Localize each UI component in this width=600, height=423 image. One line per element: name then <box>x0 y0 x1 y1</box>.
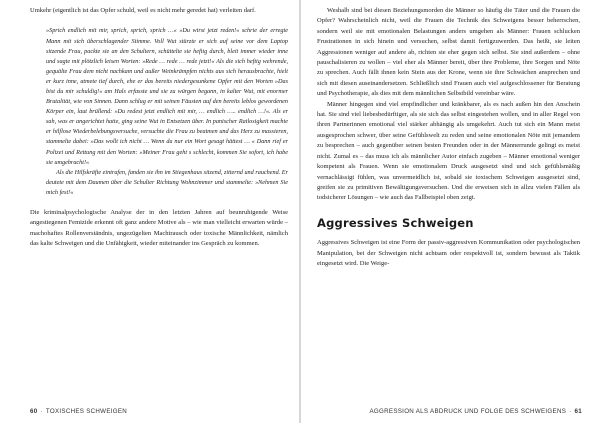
running-title-right: AGGRESSION ALS ABDRUCK UND FOLGE DES SCHWEIGENS <box>369 408 567 415</box>
right-paragraph-3: Aggressives Schweigen ist eine Form der passiv-aggressiven Kommunikation oder psychologischen Manipulation, bei der Schweigen nicht achtsam oder respektvoll ist, sondern bewusst als Taktik eingesetzt wird. Die Weige- <box>317 239 580 267</box>
running-title-left: TOXISCHES SCHWEIGEN <box>45 408 128 415</box>
case-quote <box>46 26 288 198</box>
section-heading: Aggressives Schweigen <box>317 215 474 230</box>
quote-paragraph-2: Als die Hilfskräfte eintrafen, fanden sie ihn im Stiegenhaus sitzend, zitternd und rauchend. Er deutete mit dem Daumen über die Schulter Richtung Wohnzimmer und stammelte: »Nehmen Sie mich fest!« <box>46 168 288 196</box>
analysis-paragraph: Die kriminalpsychologische Analyse der in den letzten Jahren auf beunruhigende Weise angestiegenen Femizide erkennt oft ganz andere Motive als – wie man vielleicht erwarten würde – machohaftes Rollenverständnis, ungezügelten Machtrausch oder toxische Männlichkeit, nämlich das kalte Schweigen und die Unfähigkeit, wieder miteinander ins Gespräch zu kommen. <box>30 209 288 248</box>
right-page-body <box>317 6 580 269</box>
page-number-right: 61 <box>574 408 582 415</box>
right-page <box>301 0 600 423</box>
quote-paragraph-1: »Sprich endlich mit mir, sprich, sprich, sprich …« »Du wirst jetzt reden!« schrie der erregte Mann mit sich überschlagender Stimme. Voll Wut stürzte er sich auf seine vor dem Laptop sitzende Frau, packte sie an den Schultern, schüttelte sie heftig durch, bleit immer wieder inne und sagte mit plötzlich leisen Worten: »Rede … rede … rede jetzt!« Als die sich heftig wehrende, gequälte Frau dem nicht nachkam und außer Weinkrämpfen nichts aus sich herausbrachte, hielt er kurz inne, atmete tief durch, ehe er das bereits niedergesunkene Opfer mit den Worten »Das bist du mir schuldig!« am Hals erfasste und sie zu würgen begann, in kalter Wut, mit enormer Brutalität, wie von Sinnen. Dann schlug er mit seinen Fäusten auf den bereits leblos gewordenen Körper ein, laut brüllend: »Du redest jetzt endlich mit mir, … endlich ….. endlich …!«. Als er sah, was er angerichtet hatte, ging seine Wut in Entsetzen über. In panischer Ratlosigkeit machte er hilflose Wiederbelebungsversuche, versuchte die Frau zu beatmen und das Herz zu massieren, stammelte dabei: »Das wollt ich nicht … Wenn du nur ein Wort gesagt hättest … « Dann rief er Polizei und Rettung mit den Worten: »Meiner Frau geht s schlecht, kommen Sie sofort, ich habe sie umgebracht!« <box>46 27 288 166</box>
right-footer: AGGRESSION ALS ABDRUCK UND FOLGE DES SCHWEIGENS · 61 <box>369 408 582 415</box>
left-page <box>0 0 299 423</box>
left-footer: 60 · TOXISCHES SCHWEIGEN <box>30 408 128 415</box>
right-paragraph-2: Männer hingegen sind viel empfindlicher und kränkbarer, als es nach außen hin den Anschein hat. Sie sind viel liebesbedürftiger, als sie sich das selbst eingestehen wollen, und in aller Regel von ihren Partnerinnen emotional viel stärker abhängig als umgekehrt. Auch tut sich ein Mann meist ausgesprochen schwer, über seine Gefühlswelt zu reden und seine emotionalen Nöte mit jemandem zu besprechen – auch gegenüber seinen besten Freunden oder in der Männerrunde gelingt es meist nicht. Zumal es – das muss ich als männlicher Autor einfach zugeben – Männer emotional weniger kompetent als Frauen. Wenn sie emotionalem Druck ausgesetzt sind und sich gefühlsmäßig vernachlässigt fühlen, was unvermeidlich ist, sobald sie toxischem Schweigen ausgesetzt sind, greifen sie zu primitiven Bewältigungsversuchen. Und die erweisen sich in allzu vielen Fällen als todsicherer Lösungen – wie auch das Fallbeispiel oben zeigt. <box>317 100 580 202</box>
page-number-left: 60 <box>30 408 38 415</box>
intro-paragraph: Umkehr (eigentlich ist das Opfer schuld, weil es nicht mehr geredet hat) verleiten darf. <box>30 7 256 14</box>
right-paragraph-1: Weshalb sind bei diesen Beziehungsmorden die Männer so häufig die Täter und die Frauen die Opfer? Wahrscheinlich nicht, weil die Frauen die Technik des Schweigens besser beherrschen, sondern weil sie mit emotionalen Belastungen anders umgehen als Männer: Frauen schlucken Frustrationen in sich hinein und versuchen, selbst damit fertigzuwerden. Das heißt, sie leiten Aggressionen weniger auf andere ab, richten sie eher gegen sich selbst. Sie sind außerdem – ohne pauschalisieren zu wollen – viel eher als Männer bereit, über ihre Probleme, ihre Sorgen und Nöte zu sprechen. Auch fällt ihnen kein Stein aus der Krone, wenn sie ihre Schwächen ansprechen und sich mit diesen auseinandersetzen. Schließlich sind Frauen auch viel aufgeschlossener für Beratung und Psychotherapie, als dies mit dem männlichen Selbstbild vereinbar wäre. <box>317 7 580 98</box>
left-page-body <box>30 6 288 250</box>
